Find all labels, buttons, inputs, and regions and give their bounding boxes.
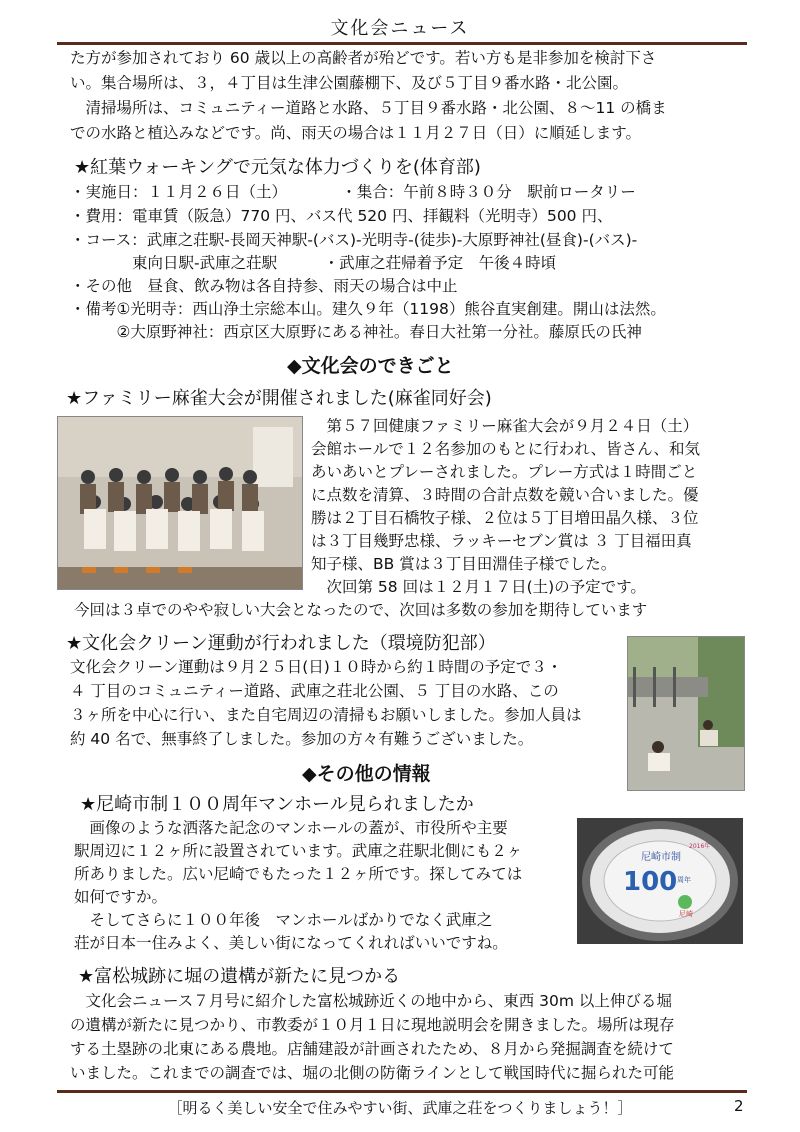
other-heading: ◆その他の情報 (302, 763, 431, 785)
text-line: での水路と植込みなどです。尚、雨天の場合は１１月２７日（日）に順延します。 (70, 124, 642, 142)
events-heading: ◆文化会のできごと (287, 355, 454, 377)
text-line: 所ありました。広い尼崎でもたった１２ヶ所です。探してみては (74, 865, 523, 883)
text-line: ②大原野神社：西京区大原野にある神社。春日大社第一分社。藤原氏の氏神 (70, 323, 642, 341)
text-line: 会館ホールで１２名参加のもとに行われ、皆さん、和気 (311, 440, 701, 458)
text-line: 今回は３卓でのやや寂しい大会となったので、次回は多数の参加を期待しています (74, 601, 648, 619)
manhole-title: ★尼崎市制１００周年マンホール見られましたか (80, 794, 474, 815)
text-line: は３丁目幾野忠様、ラッキーセブン賞は ３ 丁目福田真 (311, 532, 692, 550)
plate-mascot-label: 尼崎 (679, 910, 693, 918)
text-line: に点数を清算、３時間の合計点数を競い合いました。優 (311, 486, 699, 504)
text-line: 知子様、BB 賞は３丁目田淵佳子様でした。 (311, 555, 617, 573)
manhole-cover-photo (577, 818, 743, 944)
text-line: 如何ですか。 (74, 888, 168, 906)
text-line: 荘が日本一住みよく、美しい街になってくれればいいですね。 (74, 934, 508, 952)
page-title: 文化会ニュース (330, 18, 470, 39)
clean-activity-photo (627, 636, 745, 791)
walking-title: ★紅葉ウォーキングで元気な体力づくりを(体育部) (74, 157, 481, 178)
text-line: ・その他 昼食、飲み物は各自持参、雨天の場合は中止 (70, 277, 458, 295)
clean-title: ★文化会クリーン運動が行われました（環境防犯部） (66, 633, 496, 654)
mahjong-group-photo (57, 416, 303, 590)
text-line: 画像のような洒落た記念のマンホールの蓋が、市役所や主要 (74, 819, 508, 837)
plate-number: 100 (623, 867, 678, 897)
text-line: ・実施日：１１月２６日（土） ・集合：午前８時３０分 駅前ロータリー (70, 183, 636, 201)
text-line: 清掃場所は、コミュニティー道路と水路、５丁目９番水路・北公園、８～11 の橋ま (70, 99, 667, 117)
footer-rule (57, 1090, 747, 1093)
text-line: た方が参加されており 60 歳以上の高齢者が殆どです。若い方も是非参加を検討下さ (70, 49, 657, 67)
plate-years: 2016年 (689, 843, 711, 850)
text-line: 駅周辺に１２ヶ所に設置されています。武庫之荘駅北側にも２ヶ (74, 842, 523, 860)
page-number: 2 (734, 1097, 744, 1115)
mahjong-title: ★ファミリー麻雀大会が開催されました(麻雀同好会) (66, 388, 492, 409)
plate-suffix: 周年 (677, 876, 691, 884)
text-line: 文化会クリーン運動は９月２５日(日)１０時から約１時間の予定で３・ (70, 658, 563, 676)
text-line: ・費用：電車賃（阪急）770 円、バス代 520 円、拝観料（光明寺）500 円、 (70, 207, 613, 225)
text-line: ３ヶ所を中心に行い、また自宅周辺の清掃もお願いしました。参加人員は (70, 706, 582, 724)
text-line: 東向日駅-武庫之荘駅 ・武庫之荘帰着予定 午後４時頃 (70, 254, 557, 272)
text-line: ・コース：武庫之荘駅-長岡天神駅-(バス)-光明寺-(徒歩)-大原野神社(昼食)-(バス)- (70, 231, 638, 249)
header-rule (57, 42, 747, 45)
text-line: 勝は２丁目石橋牧子様、２位は５丁目増田晶久様、３位 (311, 509, 699, 527)
text-line: する土塁跡の北東にある農地。店舗建設が計画されたため、８月から発掘調査を続けて (70, 1040, 674, 1058)
text-line: あいあいとプレーされました。プレー方式は１時間ごと (311, 463, 698, 481)
text-line: 文化会ニュース７月号に紹介した富松城跡近くの地中から、東西 30m 以上伸びる堀 (70, 992, 672, 1010)
text-line: ４ 丁目のコミュニティー道路、武庫之荘北公園、５ 丁目の水路、この (70, 682, 559, 700)
text-line: 第５７回健康ファミリー麻雀大会が９月２４日（土） (311, 417, 699, 435)
text-line: 約 40 名で、無事終了しました。参加の方々有難うございました。 (70, 730, 534, 748)
footer-slogan: ［明るく美しい安全で住みやすい街、武庫之荘をつくりましょう！］ (167, 1099, 633, 1117)
text-line: ・備考①光明寺：西山浄土宗総本山。建久９年（1198）熊谷直実創建。開山は法然。 (70, 300, 666, 318)
text-line: 次回第 58 回は１２月１７日(土)の予定です。 (311, 578, 646, 596)
text-line: い。集合場所は、３，４丁目は生津公園藤棚下、及び５丁目９番水路・北公園。 (70, 74, 629, 92)
castle-title: ★富松城跡に堀の遺構が新たに見つかる (78, 966, 401, 987)
text-line: の遺構が新たに見つかり、市教委が１０月１日に現地説明会を開きました。場所は現存 (70, 1016, 675, 1034)
plate-city: 尼崎市制 (641, 852, 681, 863)
text-line: そしてさらに１００年後 マンホールばかりでなく武庫之 (74, 911, 493, 929)
text-line: いました。これまでの調査では、堀の北側の防衛ラインとして戦国時代に掘られた可能 (70, 1064, 675, 1082)
